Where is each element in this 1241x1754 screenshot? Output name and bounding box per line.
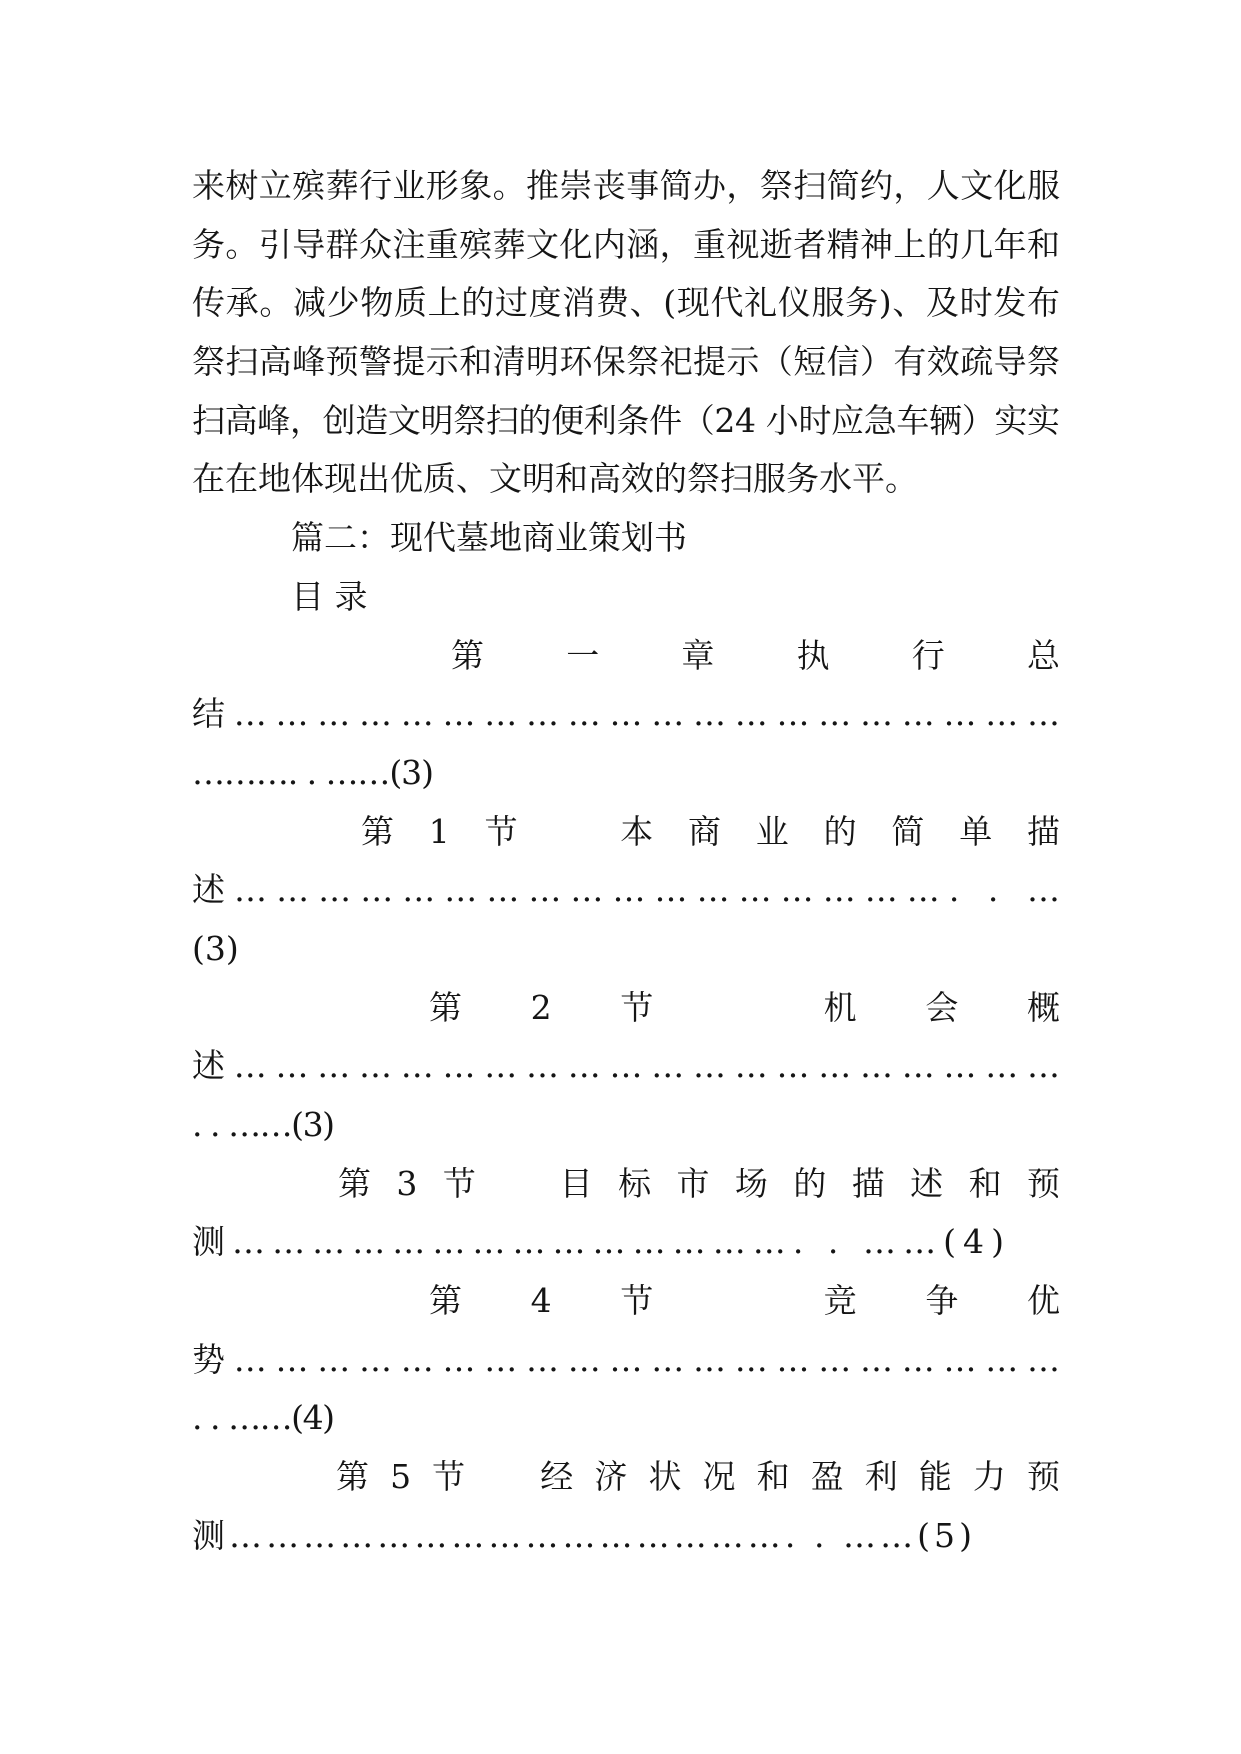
- toc-line-text: 测………………………………………. . ……(5): [192, 1515, 977, 1555]
- toc-leader-dots: [192, 685, 1069, 744]
- toc-line-text: (3): [192, 928, 239, 968]
- toc-line-text: 第5节 经济状况和盈利能力预: [336, 1457, 1082, 1497]
- toc-section-5-title: [192, 1448, 1082, 1507]
- document-body: [192, 157, 1143, 1566]
- toc-line-text: 第2节 机会概: [429, 987, 1129, 1027]
- toc-page-number: [192, 1389, 335, 1448]
- toc-leader-dots: [192, 1331, 1069, 1390]
- toc-leader-dots: [192, 1507, 977, 1566]
- toc-line-text: . . ……(4): [192, 1398, 334, 1438]
- toc-line-text: 第3节 目标市场的描述和预: [338, 1163, 1086, 1203]
- paragraph-line-text: 务。引导群众注重殡葬文化内涵，重视逝者精神上的几年和: [192, 224, 1061, 264]
- toc-page-number: [192, 920, 1060, 979]
- paragraph-line-text: 祭扫高峰预警提示和清明环保祭祀提示（短信）有效疏导祭: [192, 342, 1061, 382]
- toc-line-text: 述……………………………………………………: [192, 1046, 1069, 1086]
- toc-section-3-title: [192, 1155, 1086, 1214]
- toc-line-text: 第1节 本商业的简单描: [361, 811, 1095, 851]
- paragraph-line-last: [192, 450, 1060, 509]
- paragraph-line-text: 扫高峰，创造文明祭扫的便利条件（24 小时应急车辆）实实: [192, 400, 1060, 440]
- section-heading: [192, 509, 1060, 568]
- paragraph-line-text: 传承。减少物质上的过度消费、(现代礼仪服务)、及时发布: [192, 283, 1061, 323]
- paragraph-line-text: 在在地体现出优质、文明和高效的祭扫服务水平。: [192, 459, 918, 499]
- paragraph-line: [192, 216, 1060, 275]
- toc-leader-dots: [192, 1213, 1012, 1272]
- toc-line-text: 第4节 竞争优: [429, 1281, 1129, 1321]
- toc-section-4-title: [192, 1272, 1129, 1331]
- toc-line-text: 述……………………………………………. . …: [192, 870, 1070, 910]
- toc-line-text: 势……………………………………………………: [192, 1339, 1069, 1379]
- section-heading-text: 篇二：现代墓地商业策划书: [291, 518, 687, 558]
- paragraph-line-text: 来树立殡葬行业形象。推崇丧事简办，祭扫简约，人文化服: [192, 166, 1061, 205]
- toc-line-text: 结……………………………………………………: [192, 694, 1069, 734]
- toc-line-text: 第一章执行总: [451, 635, 1143, 675]
- toc-leader-dots: [192, 1037, 1069, 1096]
- toc-page-number: [192, 1096, 335, 1155]
- paragraph-line: [192, 333, 1060, 392]
- toc-section-2-title: [192, 979, 1129, 1038]
- paragraph-line: [192, 392, 1060, 451]
- toc-line-text: . . ……(3): [192, 1105, 334, 1144]
- toc-line-text: 测……………………………………. . ……(4): [192, 1222, 1012, 1262]
- toc-line-text: ………. . ……(3): [192, 752, 433, 792]
- toc-section-1-title: [192, 803, 1095, 862]
- toc-title-text: 目 录: [291, 576, 368, 616]
- toc-page-number: [192, 744, 434, 803]
- toc-leader-dots: [192, 861, 1070, 920]
- toc-title: [192, 568, 1060, 627]
- paragraph-line: [192, 157, 1060, 216]
- toc-chapter-1-title: [192, 627, 1143, 686]
- paragraph-line: [192, 274, 1060, 333]
